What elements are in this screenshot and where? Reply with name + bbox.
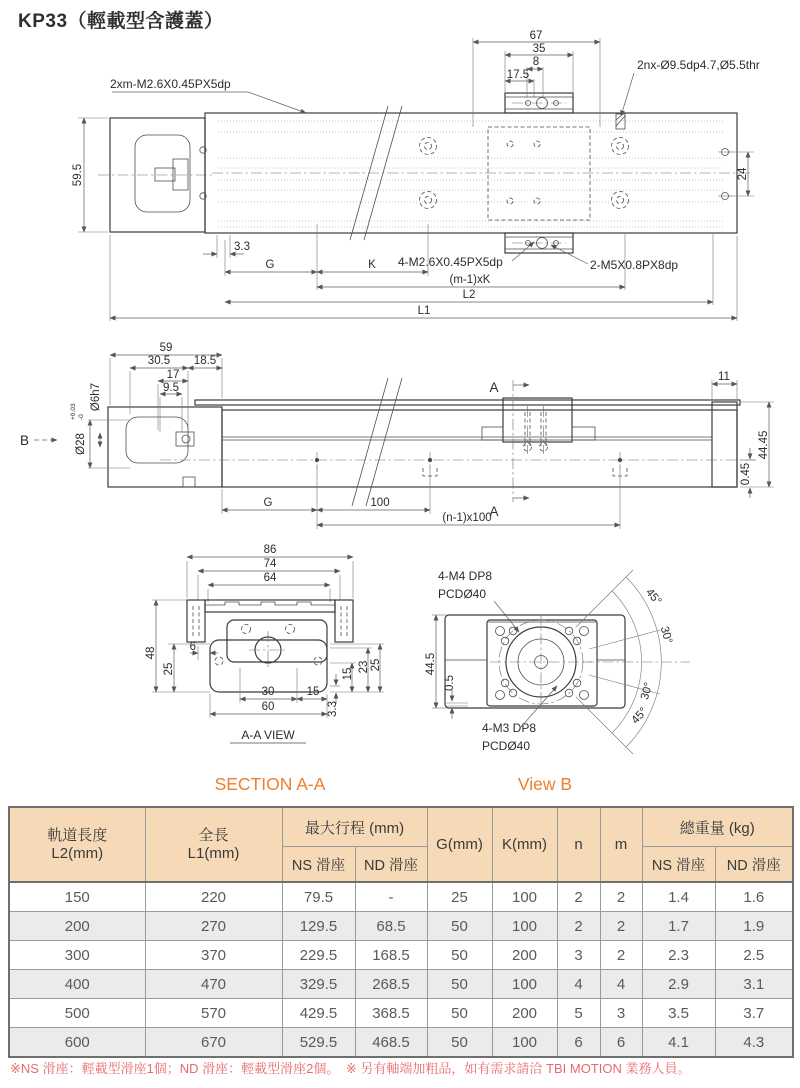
col-header-l1 [145,807,282,882]
dim-label: 15 [342,667,354,681]
table-cell: 100 [492,1028,557,1058]
dim-label: 60 [261,701,275,713]
dim-label: 6 [189,641,196,653]
table-cell: 529.5 [282,1028,355,1058]
angle-label: 30° [657,625,675,646]
dim-label: 3.3 [327,701,339,717]
table-cell: 2.3 [642,941,715,970]
table-cell: 5 [557,999,600,1028]
table-cell: 2 [600,912,642,941]
dim-label: 8 [532,56,540,68]
dim-label: (n-1)x100 [442,512,492,524]
dim-label: Ø6h7 [90,382,102,412]
col-header-line: L1(mm) [187,844,240,862]
top-view-drawing [72,30,760,321]
table-cell: 79.5 [282,882,355,912]
table-cell: 100 [492,912,557,941]
table-cell: 2.5 [715,941,793,970]
thread-callout: 4-M2.6X0.45PX5dp [398,255,503,269]
table-cell: 100 [492,970,557,999]
dim-label: 86 [263,544,277,556]
corner-screws [496,627,589,700]
dim-label: G [263,497,273,509]
table-cell: 3.7 [715,999,793,1028]
thread-callout: 2xm-M2.6X0.45PX5dp [110,77,231,91]
table-row [9,882,793,912]
table-cell: 329.5 [282,970,355,999]
dim-label: 17 [166,369,180,381]
col-header-line: 軌道長度 [47,826,108,844]
table-cell: 2 [600,941,642,970]
view-arrow-label: B [20,433,30,448]
dim-label: 9.5 [163,382,179,394]
dim-label: Ø28 [75,433,87,455]
col-header-stroke: 最大行程 (mm) [282,807,427,847]
dim-label: 11 [718,371,730,383]
col-header-l2 [9,807,145,882]
subcol-header-nd: ND 滑座 [355,847,427,883]
table-row [9,941,793,970]
dim-label: 3.3 [234,241,250,253]
dim-label: G [265,259,275,271]
table-cell: 168.5 [355,941,427,970]
technical-drawings [0,28,800,773]
thread-callout: PCDØ40 [482,739,531,753]
col-header-line: 全長 [198,826,229,844]
dim-label: 30.5 [147,355,171,367]
dim-label: 64 [263,572,277,584]
dim-label: L2 [462,289,476,301]
dim-label: 15 [306,686,320,698]
thread-callout: 4-M4 DP8 [438,569,493,583]
dim-label: 59.5 [72,163,84,187]
dim-label: 35 [532,43,546,55]
table-cell: 6 [557,1028,600,1058]
table-cell: 300 [9,941,145,970]
table-row [9,1028,793,1058]
dim-label: 48 [145,646,157,660]
angle-label: 45° [629,705,651,727]
table-cell: 100 [492,882,557,912]
section-arrow-label: A [489,504,499,519]
angle-label: 30° [638,681,656,702]
table-cell: 50 [427,912,492,941]
table-cell: 570 [145,999,282,1028]
dim-label: 44.45 [758,430,770,460]
table-cell: 429.5 [282,999,355,1028]
table-cell: 50 [427,1028,492,1058]
angle-fan [576,570,690,754]
table-cell: 1.7 [642,912,715,941]
thread-callout: 2-M5X0.8PX8dp [590,258,679,272]
table-cell: 129.5 [282,912,355,941]
dim-label: 100 [370,497,390,509]
table-cell: - [355,882,427,912]
table-row [9,970,793,999]
table-cell: 2.9 [642,970,715,999]
saddle-hidden-details [193,606,347,638]
table-cell: 3.5 [642,999,715,1028]
table-cell: 400 [9,970,145,999]
carriage-hidden-bolts [524,412,548,451]
table-cell: 2 [557,912,600,941]
subcol-header-ns: NS 滑座 [642,847,715,883]
table-cell: 4 [557,970,600,999]
table-cell: 1.6 [715,882,793,912]
section-arrow-label: A [489,380,499,395]
table-cell: 270 [145,912,282,941]
col-header-line: L2(mm) [51,844,104,862]
view-b-heading: View B [517,774,573,794]
section-hidden-bolts [215,625,322,666]
table-cell: 50 [427,999,492,1028]
table-cell: 268.5 [355,970,427,999]
col-header-m: m [600,807,642,882]
table-cell: 4 [600,970,642,999]
table-row [9,912,793,941]
table-cell: 670 [145,1028,282,1058]
footnote: ※NS 滑座：輕載型滑座1個；ND 滑座：輕載型滑座2個。 ※ 另有軸端加粗品，如有需求請洽 TBI MOTION 業務人員。 [10,1061,691,1076]
dim-label: 59 [159,342,173,354]
dim-label: 74 [263,558,277,570]
section-aa-drawing [145,544,384,743]
subcol-header-nd: ND 滑座 [715,847,793,883]
thread-callout: PCDØ40 [438,587,487,601]
table-cell: 200 [492,999,557,1028]
dim-label: K [368,259,376,271]
col-header-weight: 總重量 (kg) [642,807,793,847]
page-title: KP33（輕載型含護蓋） [18,11,224,32]
dim-label: 67 [529,30,543,42]
dim-label: 18.5 [193,355,217,367]
table-cell: 50 [427,970,492,999]
table-cell: 220 [145,882,282,912]
table-cell: 468.5 [355,1028,427,1058]
table-cell: 470 [145,970,282,999]
dim-label: (m-1)xK [449,274,491,286]
spec-table-header [9,807,793,882]
table-cell: 68.5 [355,912,427,941]
table-cell: 2 [600,882,642,912]
col-header-k: K(mm) [492,807,557,882]
col-header-n: n [557,807,600,882]
table-cell: 150 [9,882,145,912]
dim-label: 0.45 [740,462,752,486]
dim-label: 17.5 [506,69,530,81]
thread-callout: 4-M3 DP8 [482,721,537,735]
table-cell: 368.5 [355,999,427,1028]
table-cell: 1.9 [715,912,793,941]
col-header-g: G(mm) [427,807,492,882]
table-cell: 6 [600,1028,642,1058]
dim-label: 24 [737,167,749,181]
subcol-header-ns: NS 滑座 [282,847,355,883]
table-cell: 3 [600,999,642,1028]
side-view-drawing [20,342,774,529]
table-cell: 229.5 [282,941,355,970]
spec-table [8,806,794,1058]
view-b-drawing [425,569,690,754]
dim-label: 25 [163,662,175,676]
dim-label: 30 [261,686,275,698]
table-cell: 4.1 [642,1028,715,1058]
table-cell: 50 [427,941,492,970]
table-cell: 1.4 [642,882,715,912]
dim-label: 23 [358,660,370,674]
tolerance-label: +0.03 [70,403,77,420]
table-cell: 3 [557,941,600,970]
dim-label: L1 [417,305,431,317]
table-cell: 2 [557,882,600,912]
tolerance-label: -0 [78,414,85,420]
section-aa-heading: SECTION A-A [214,774,326,794]
table-row [9,999,793,1028]
thread-callout: 2nx-Ø9.5dp4.7,Ø5.5thr [637,58,760,72]
spec-table-body [9,882,793,1057]
table-cell: 25 [427,882,492,912]
section-aa-caption: A-A VIEW [241,728,295,742]
table-cell: 500 [9,999,145,1028]
table-cell: 200 [9,912,145,941]
dim-label: 0.5 [444,675,456,691]
cover-texture [218,121,724,227]
table-cell: 4.3 [715,1028,793,1058]
dim-label: 44.5 [425,652,437,676]
table-cell: 200 [492,941,557,970]
table-cell: 370 [145,941,282,970]
dim-label: 25 [370,658,382,672]
table-cell: 3.1 [715,970,793,999]
table-cell: 600 [9,1028,145,1058]
angle-label: 45° [643,586,664,608]
